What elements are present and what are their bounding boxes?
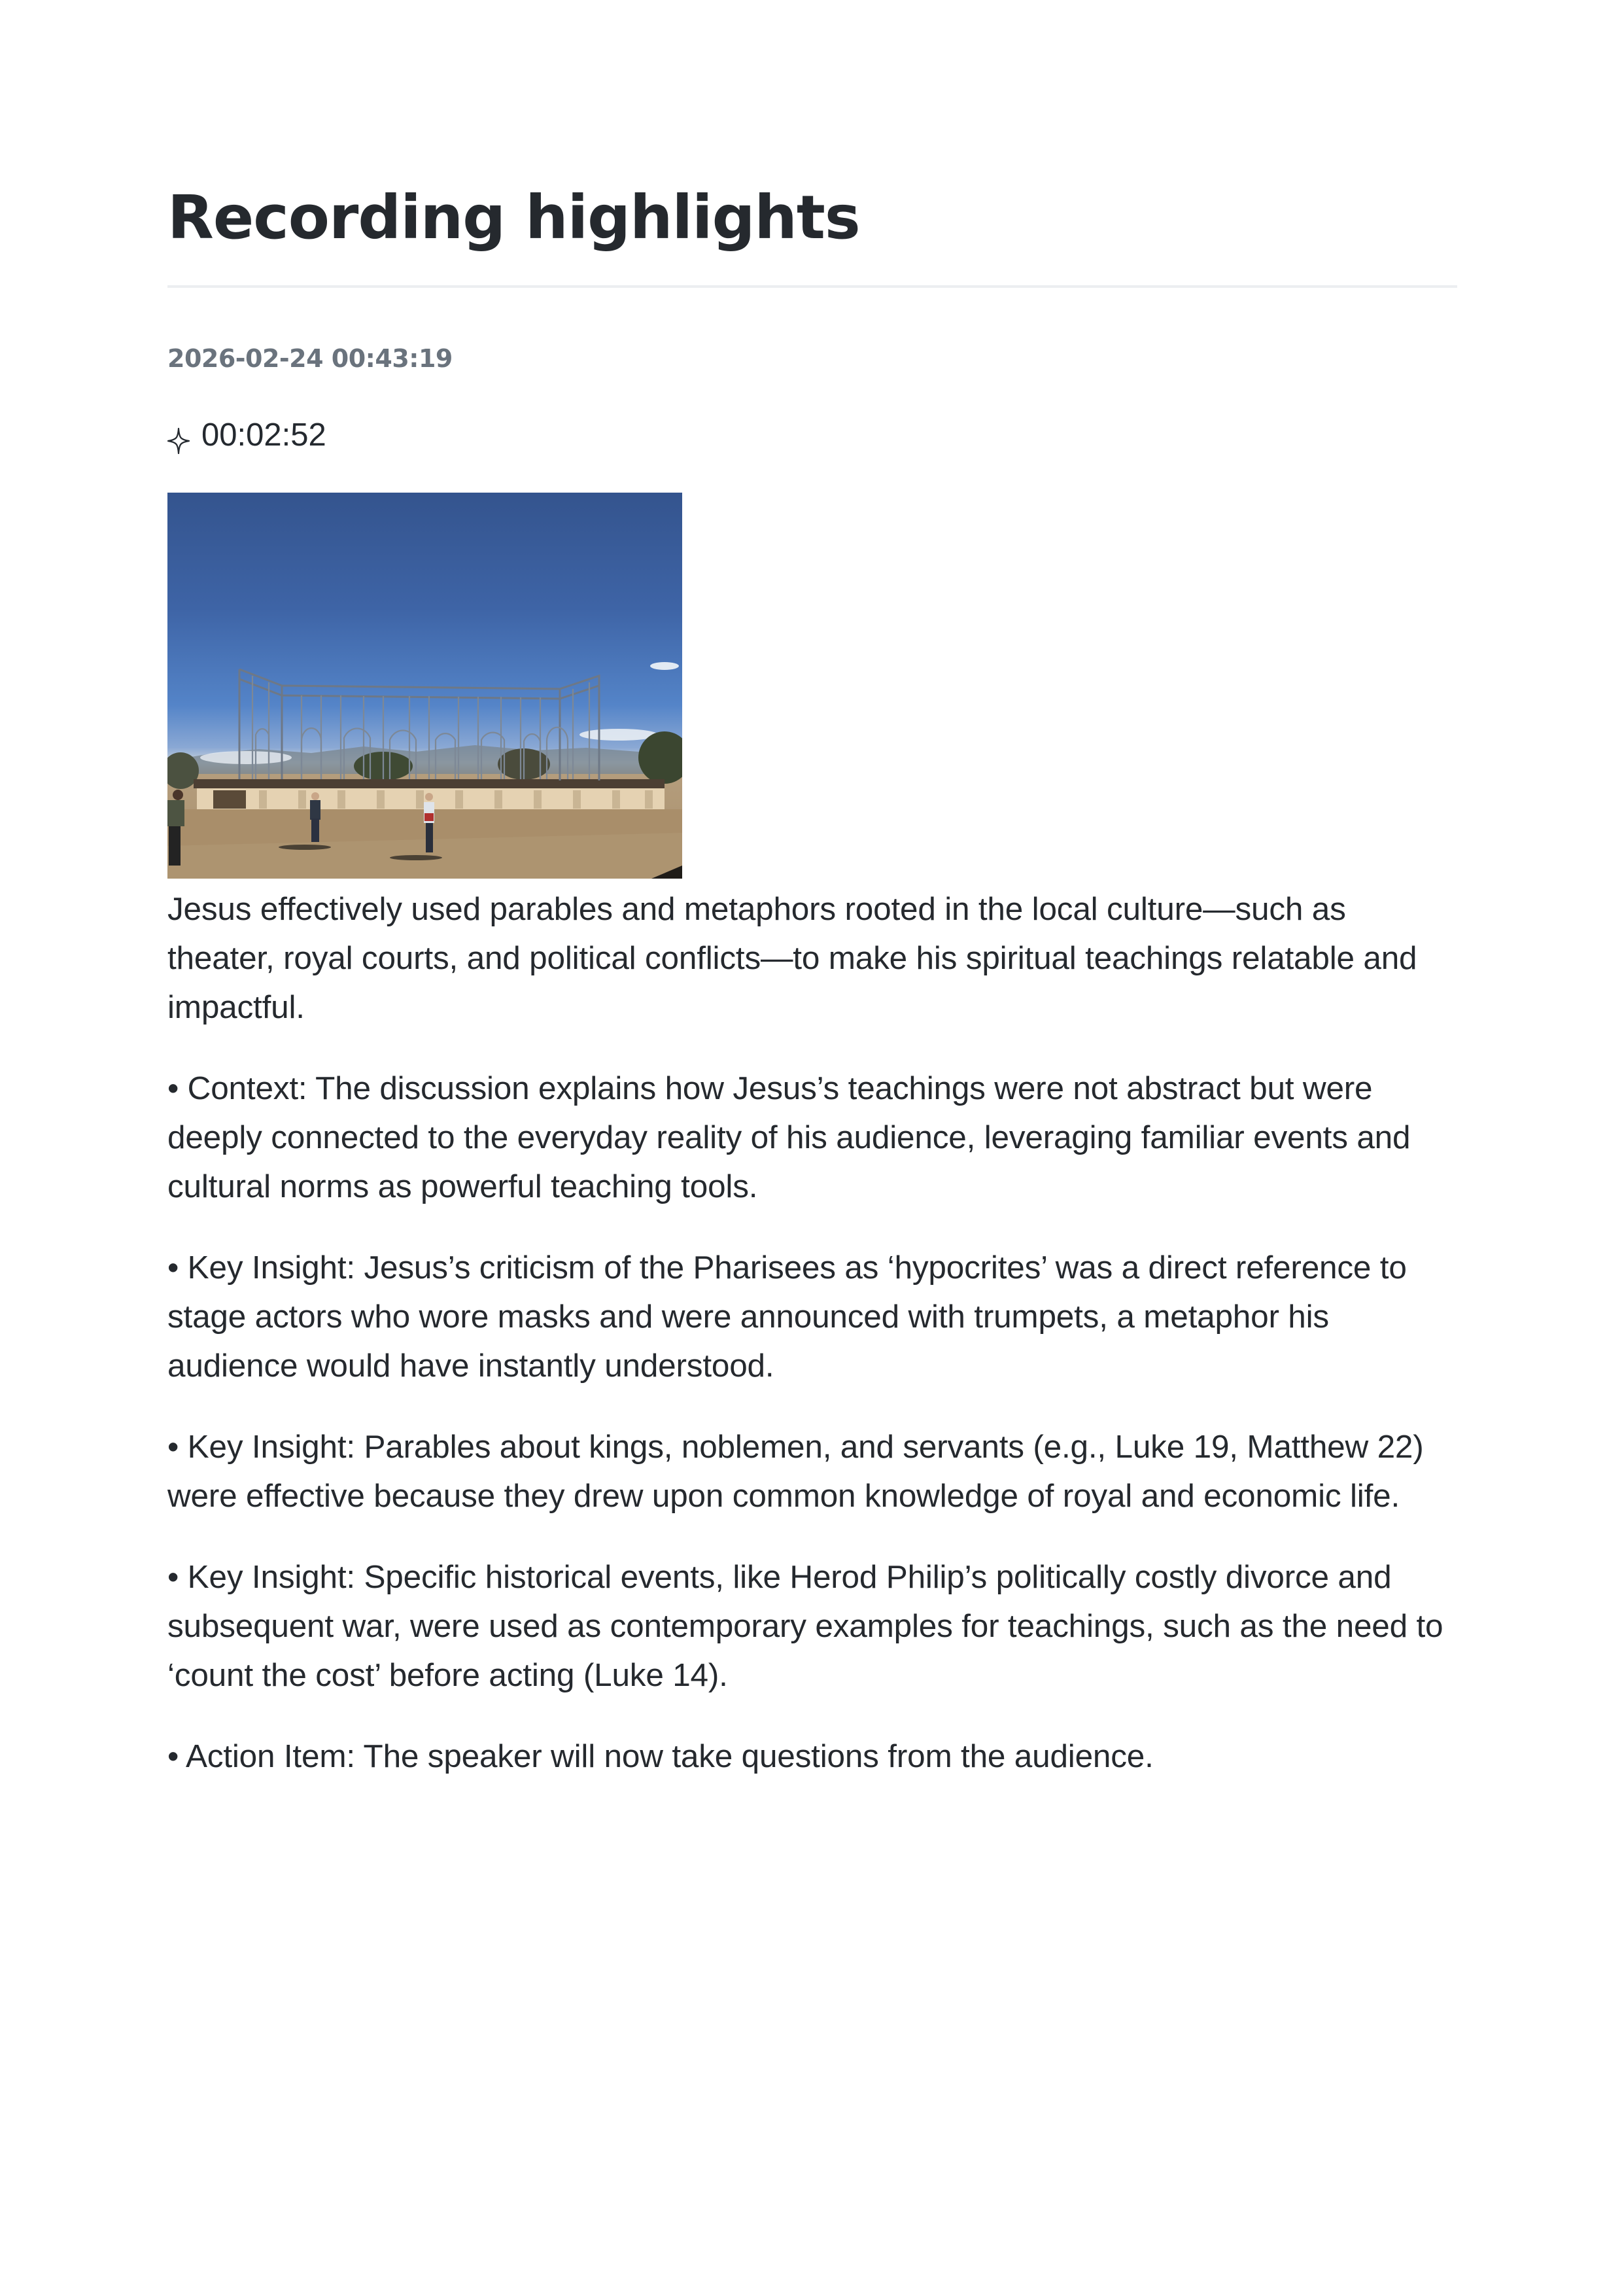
sparkle-icon: [167, 422, 190, 448]
clip-timestamp: 00:02:52: [201, 417, 326, 453]
title-divider: [167, 285, 1457, 288]
bullet-key-insight: • Key Insight: Specific historical events, like Herod Philip’s politically costly divorce and subsequent war, were used as contemporary examples for teachings, such as the need to ‘count the cost’ before acting (Luke 14).: [167, 1559, 1443, 1693]
bullet-key-insight: • Key Insight: Jesus’s criticism of the Pharisees as ‘hypocrites’ was a direct reference to stage actors who wore masks and were announced with trumpets, a metaphor his audience would have instantly understood.: [167, 1250, 1407, 1384]
bullet-key-insight: • Key Insight: Parables about kings, noblemen, and servants (e.g., Luke 19, Matthew 22) were effective because they drew upon common knowledge of royal and economic life.: [167, 1429, 1424, 1514]
clip-timestamp-row: [167, 413, 326, 457]
recorded-datetime: 2026-02-24 00:43:19: [167, 344, 453, 373]
highlight-summary-body: [167, 885, 1457, 1813]
summary-paragraph: Jesus effectively used parables and metaphors rooted in the local culture—such as theater, royal courts, and political conflicts—to make his spiritual teachings relatable and impactful.: [167, 891, 1417, 1025]
page-title: Recording highlights: [167, 183, 860, 253]
bullet-action-item: • Action Item: The speaker will now take questions from the audience.: [167, 1738, 1154, 1774]
highlight-photo: [167, 493, 682, 879]
bullet-context: • Context: The discussion explains how Jesus’s teachings were not abstract but were deeply connected to the everyday reality of his audience, leveraging familiar events and cultural norms as powerful teaching tools.: [167, 1070, 1411, 1204]
